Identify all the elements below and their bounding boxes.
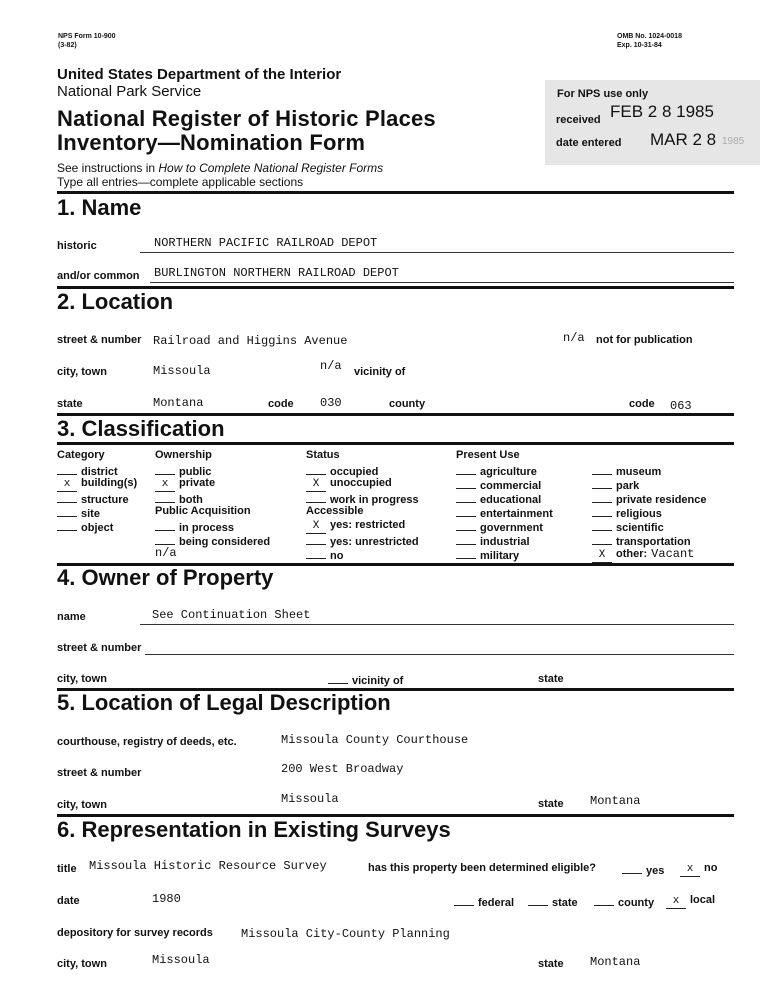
section-4-heading: 4. Owner of Property (57, 565, 274, 590)
present-use-checkbox[interactable] (456, 519, 543, 534)
ownership-heading: Ownership (155, 449, 212, 461)
ownership-checkbox[interactable] (155, 463, 211, 478)
checkbox-label: government (480, 522, 543, 534)
state-check[interactable] (528, 894, 578, 909)
form-revision: (3-82) (58, 42, 77, 49)
checkbox-label: park (616, 480, 640, 492)
divider (57, 191, 734, 194)
owner-city-label: city, town (57, 673, 107, 685)
survey-title-field[interactable]: Missoula Historic Resource Survey (89, 859, 327, 873)
courthouse-field[interactable]: Missoula County Courthouse (281, 733, 469, 747)
check-mark (57, 491, 77, 503)
entered-date: MAR 2 8 (650, 130, 717, 149)
department: United States Department of the Interior (57, 66, 342, 83)
checkbox-label: being considered (179, 536, 271, 548)
checkbox-label: unoccupied (330, 477, 392, 489)
code-field[interactable]: 030 (320, 396, 342, 410)
city-label: city, town (57, 366, 107, 378)
present-use-checkbox[interactable] (456, 491, 541, 506)
checkbox-label: in process (179, 522, 235, 534)
checkbox-label: no (330, 550, 344, 562)
check-mark (155, 491, 175, 503)
checkbox-label: entertainment (480, 508, 553, 520)
historic-label: historic (57, 240, 97, 252)
code2-label: code (629, 398, 655, 410)
code2-field[interactable]: 063 (670, 399, 692, 413)
checkbox-label: public (179, 466, 212, 478)
instructions-2: Type all entries—complete applicable sections (57, 175, 304, 189)
checkbox-label: transportation (616, 536, 691, 548)
federal-check[interactable] (454, 894, 514, 909)
check-mark: x (155, 480, 175, 492)
check-mark (456, 491, 476, 503)
category-checkbox[interactable] (57, 491, 129, 506)
category-checkbox[interactable] (57, 519, 113, 534)
present-use-checkbox[interactable] (592, 463, 661, 478)
checkbox-label: work in progress (330, 494, 419, 506)
status-checkbox[interactable] (306, 477, 392, 492)
category-checkbox[interactable] (57, 505, 100, 520)
stamp-label: For NPS use only (557, 88, 649, 100)
survey-city-field[interactable]: Missoula (152, 953, 210, 967)
present-use-checkbox[interactable] (456, 533, 530, 548)
checkbox-label: yes: unrestricted (330, 536, 419, 548)
check-mark (592, 505, 612, 517)
state-label: state (57, 398, 83, 410)
present-use-heading: Present Use (456, 449, 520, 461)
present-use-checkbox[interactable] (592, 547, 694, 563)
checkbox-label: district (81, 466, 118, 478)
local-label: local (690, 894, 716, 906)
status-checkbox[interactable] (306, 463, 378, 478)
status-heading: Status (306, 449, 340, 461)
other-use-value[interactable]: Vacant (651, 547, 695, 561)
checkbox-label: occupied (330, 466, 379, 478)
owner-name-label: name (57, 611, 86, 623)
eligible-yes[interactable] (622, 862, 664, 877)
checkbox-label: building(s) (81, 477, 138, 489)
check-mark: X (306, 522, 326, 534)
ownership-checkbox[interactable] (155, 491, 203, 506)
form-title-2: Inventory—Nomination Form (57, 130, 366, 155)
checkbox-label: private residence (616, 494, 707, 506)
vicinity-label: vicinity of (354, 366, 406, 378)
category-heading: Category (57, 449, 105, 461)
acquisition-checkbox[interactable] (155, 519, 234, 534)
underline (140, 252, 734, 253)
street-field[interactable]: Railroad and Higgins Avenue (153, 334, 348, 348)
acquisition-note: n/a (155, 546, 177, 560)
survey-date-field[interactable]: 1980 (152, 892, 181, 906)
checkbox-label: military (480, 550, 520, 562)
present-use-checkbox[interactable] (592, 533, 691, 548)
check-mark (456, 463, 476, 475)
nfp-label: not for publication (596, 334, 693, 346)
checkbox-label: object (81, 522, 114, 534)
checkbox-label: religious (616, 508, 662, 520)
accessible-checkbox[interactable] (306, 519, 405, 534)
expiration: Exp. 10-31-84 (617, 42, 662, 49)
present-use-checkbox[interactable] (456, 477, 541, 492)
eligible-no[interactable] (680, 862, 717, 877)
section-3-heading: 3. Classification (57, 416, 225, 441)
instructions-prefix: See instructions in (57, 161, 159, 175)
checkbox-label: museum (616, 466, 662, 478)
section-6-heading: 6. Representation in Existing Surveys (57, 817, 451, 842)
underline (150, 282, 734, 283)
checkbox-label: scientific (616, 522, 664, 534)
divider (57, 442, 734, 445)
eligible-no-mark: x (680, 865, 700, 877)
check-mark (57, 505, 77, 517)
check-mark (592, 491, 612, 503)
instructions (57, 161, 383, 175)
county-label: county (389, 398, 426, 410)
check-mark: X (592, 551, 612, 563)
checkbox-label: commercial (480, 480, 542, 492)
survey-title-label: title (57, 863, 77, 875)
present-use-checkbox[interactable] (456, 463, 537, 478)
historic-field[interactable]: NORTHERN PACIFIC RAILROAD DEPOT (154, 236, 378, 250)
acquisition-heading: Public Acquisition (155, 505, 251, 517)
check-mark (592, 533, 612, 545)
checkbox-label: structure (81, 494, 129, 506)
check-mark (306, 491, 326, 503)
check-mark (57, 519, 77, 531)
present-use-checkbox[interactable] (456, 547, 519, 562)
owner-vicinity (328, 672, 403, 687)
owner-state-label: state (538, 673, 564, 685)
local-mark: x (666, 897, 686, 909)
checkbox-label: other: (616, 548, 648, 560)
check-mark: x (57, 480, 77, 492)
ownership-checkbox[interactable] (155, 477, 215, 492)
section-1-heading: 1. Name (57, 195, 142, 220)
instructions-title: How to Complete National Register Forms (158, 161, 384, 175)
code-label: code (268, 398, 294, 410)
survey-state-field[interactable]: Montana (590, 955, 641, 969)
checkbox-label: both (179, 494, 203, 506)
received-label: received (556, 114, 601, 126)
present-use-checkbox[interactable] (456, 505, 553, 520)
check-mark (592, 477, 612, 489)
entered-label: date entered (556, 137, 622, 149)
accessible-checkbox[interactable] (306, 533, 419, 548)
federal-label: federal (478, 897, 515, 909)
survey-state-label: state (538, 958, 564, 970)
county-check-label: county (618, 897, 655, 909)
omb-number: OMB No. 1024-0018 (617, 33, 682, 40)
check-mark (155, 519, 175, 531)
county-check[interactable] (594, 894, 654, 909)
check-mark: X (306, 480, 326, 492)
depository-label: depository for survey records (57, 927, 213, 939)
section-5-heading: 5. Location of Legal Description (57, 690, 391, 715)
vicinity-mark[interactable]: n/a (320, 359, 342, 373)
street-label: street & number (57, 334, 142, 346)
nfp-mark[interactable]: n/a (563, 331, 585, 345)
checkbox-label: yes: restricted (330, 519, 406, 531)
legal-state-field[interactable]: Montana (590, 794, 641, 808)
legal-street-field[interactable]: 200 West Broadway (281, 762, 404, 776)
check-mark (306, 463, 326, 475)
status-checkbox[interactable] (306, 491, 419, 506)
entered-year: 1985 (722, 136, 745, 147)
check-mark (456, 519, 476, 531)
eligible-label: has this property been determined eligible? (368, 862, 596, 874)
checkbox-label: site (81, 508, 100, 520)
service: National Park Service (57, 83, 202, 100)
check-mark (155, 463, 175, 475)
owner-street-label: street & number (57, 642, 142, 654)
form-title-1: National Register of Historic Places (57, 106, 436, 131)
present-use-checkbox[interactable] (592, 477, 639, 492)
category-checkbox[interactable] (57, 477, 137, 492)
check-mark (456, 547, 476, 559)
present-use-checkbox[interactable] (592, 491, 707, 506)
underline (140, 624, 734, 625)
accessible-checkbox[interactable] (306, 547, 343, 562)
local-check[interactable] (666, 894, 715, 909)
city-field[interactable]: Missoula (153, 364, 211, 378)
section-2-heading: 2. Location (57, 289, 174, 314)
check-mark (456, 533, 476, 545)
check-mark (57, 463, 77, 475)
check-mark (456, 505, 476, 517)
depository-field[interactable]: Missoula City-County Planning (241, 927, 450, 941)
check-mark (592, 463, 612, 475)
legal-state-label: state (538, 798, 564, 810)
legal-city-field[interactable]: Missoula (281, 792, 339, 806)
category-checkbox[interactable] (57, 463, 118, 478)
legal-city-label: city, town (57, 799, 107, 811)
state-check-label: state (552, 897, 578, 909)
survey-date-label: date (57, 895, 80, 907)
survey-city-label: city, town (57, 958, 107, 970)
present-use-checkbox[interactable] (592, 519, 664, 534)
state-field[interactable]: Montana (153, 396, 204, 410)
check-mark (306, 533, 326, 545)
owner-vicinity-label: vicinity of (352, 675, 404, 687)
checkbox-label: industrial (480, 536, 530, 548)
check-mark (456, 477, 476, 489)
check-mark (155, 533, 175, 545)
check-mark (306, 547, 326, 559)
common-label: and/or common (57, 270, 140, 282)
eligible-yes-label: yes (646, 865, 665, 877)
present-use-checkbox[interactable] (592, 505, 662, 520)
accessible-heading: Accessible (306, 505, 364, 517)
owner-name-field[interactable]: See Continuation Sheet (152, 608, 311, 622)
underline (145, 654, 734, 655)
checkbox-label: private (179, 477, 216, 489)
common-field[interactable]: BURLINGTON NORTHERN RAILROAD DEPOT (154, 266, 399, 280)
checkbox-label: agriculture (480, 466, 537, 478)
form-number: NPS Form 10-900 (58, 33, 116, 40)
eligible-no-label: no (704, 862, 718, 874)
courthouse-label: courthouse, registry of deeds, etc. (57, 736, 237, 748)
legal-street-label: street & number (57, 767, 142, 779)
check-mark (592, 519, 612, 531)
checkbox-label: educational (480, 494, 542, 506)
received-date: FEB 2 8 1985 (610, 102, 714, 121)
